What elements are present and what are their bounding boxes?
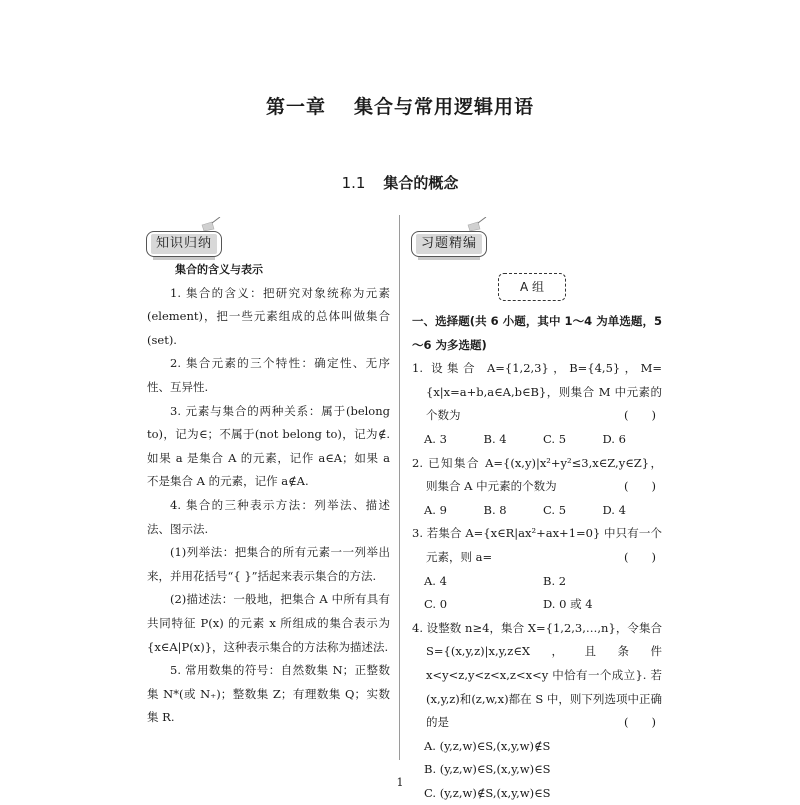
knowledge-paragraph: 4. 集合的三种表示方法：列举法、描述法、图示法. [147,497,390,536]
knowledge-column [147,258,390,730]
option[interactable]: A. 9 [424,502,447,517]
section-title [0,172,800,193]
option[interactable]: C. 5 [543,431,567,446]
answer-blank[interactable]: ( ) [624,549,656,564]
question-stem: 4. 设整数 n≥4，集合 X={1,2,3,…,n}，令集合 S={(x,y,z)|x,y,z∈X，且条件 x<y<z,y<z<x,z<x<y 中恰有一个成立}. 若(x,y,z)和(z,w,x)都在 S 中，则下列选项中正确的是 [412,620,662,730]
question-stem: 1. 设集合 A={1,2,3}，B={4,5}，M={x|x=a+b,a∈A,b∈B}，则集合 M 中元素的个数为 [412,361,662,423]
option[interactable]: A. 4 [424,573,447,588]
page-number: 1 [396,776,404,789]
option[interactable]: B. (y,z,w)∈S,(x,y,w)∈S [424,762,551,777]
knowledge-paragraph: (1)列举法：把集合的所有元素一一列举出来，并用花括号“{ }”括起来表示集合的方法. [147,545,390,583]
question-stem: 3. 若集合 A={x∈R|ax²+ax+1=0} 中只有一个元素，则 a= [412,526,662,564]
knowledge-paragraph: 3. 元素与集合的两种关系：属于(belong to)，记为∈；不属于(not belong to)，记为∉. 如果 a 是集合 A 的元素，记作 a∈A；如果 a 不是集合 A 的元素，记作 a∉A. [147,403,390,489]
knowledge-paragraph: 2. 集合元素的三个特性：确定性、无序性、互异性. [147,356,390,394]
question-stem: 2. 已知集合 A={(x,y)|x²+y²≤3,x∈Z,y∈Z}，则集合 A 中元素的个数为 [412,455,662,494]
section-heading: 一、选择题(共 6 小题，其中 1～4 为单选题，5～6 为多选题) [412,314,662,352]
options [412,428,662,452]
exercise-text: 习题精编 [416,234,482,254]
subhead: 集合的含义与表示 [175,263,263,276]
option[interactable]: A. 3 [424,431,447,446]
option[interactable]: A. (y,z,w)∈S,(x,y,w)∉S [424,738,551,753]
options [412,499,662,523]
exercise-label [411,231,487,257]
option[interactable]: C. (y,z,w)∉S,(x,y,w)∈S [424,785,551,800]
section-name: 集合的概念 [383,174,459,192]
exercise-column [412,310,662,805]
group-a-box: A 组 [498,273,566,301]
knowledge-paragraph: (2)描述法：一般地，把集合 A 中所有具有共同特征 P(x) 的元素 x 所组成的集合表示为{x∈A|P(x)}，这种表示集合的方法称为描述法. [147,592,390,654]
chapter-title [0,92,800,119]
answer-blank[interactable]: ( ) [624,479,656,494]
knowledge-paragraph: 1. 集合的含义：把研究对象统称为元素(element)，把一些元素组成的总体叫做集合(set). [147,285,390,347]
knowledge-summary-text: 知识归纳 [151,234,217,254]
question-2 [412,452,662,523]
question-3 [412,522,662,616]
option[interactable]: C. 0 [424,597,448,612]
option[interactable]: B. 2 [543,573,567,588]
answer-blank[interactable]: ( ) [624,715,656,730]
options [412,570,662,594]
answer-blank[interactable]: ( ) [624,408,656,423]
chapter-name: 集合与常用逻辑用语 [354,96,535,118]
option[interactable]: B. 8 [483,502,507,517]
option[interactable]: D. 6 [602,431,626,446]
option[interactable]: D. 4 [602,502,626,517]
option[interactable]: D. 0 或 4 [543,597,593,612]
question-1 [412,357,662,451]
chapter-label: 第一章 [265,96,326,118]
option[interactable]: B. 4 [483,431,507,446]
option[interactable]: C. 5 [543,502,567,517]
knowledge-paragraph: 5. 常用数集的符号：自然数集 N；正整数集 N*(或 N₊)；整数集 Z；有理数集 Q；实数集 R. [147,663,390,725]
options [412,593,662,617]
column-divider [399,215,400,760]
section-number: 1.1 [341,174,366,192]
knowledge-summary-label [146,231,222,257]
